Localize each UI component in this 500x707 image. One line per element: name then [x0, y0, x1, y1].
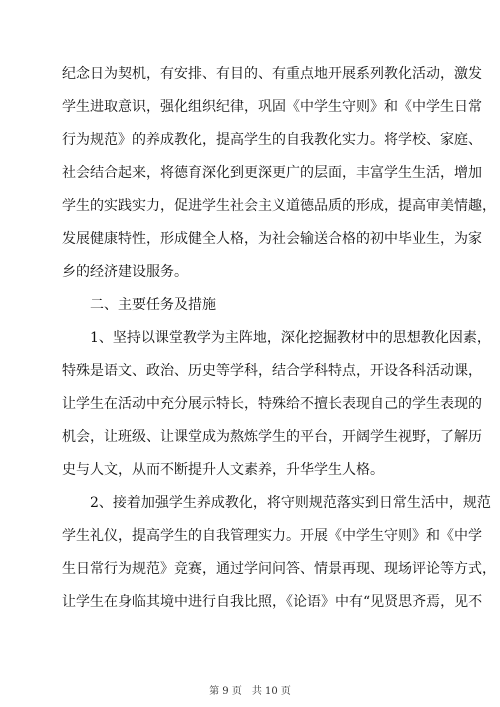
- text-line: 社会结合起来，将德育深化到更深更广的层面，丰富学生生活，增加: [62, 165, 482, 181]
- page-footer: 第 9 页 共 10 页: [209, 686, 291, 697]
- text-line: 学生的实践实力，促进学生社会主义道德品质的形成，提高审美情趣，: [62, 198, 496, 214]
- text-line: 2、接着加强学生养成教化，将守则规范落实到日常生活中，规范: [90, 495, 491, 511]
- text-line: 二、主要任务及措施: [90, 297, 216, 313]
- text-line: 行为规范》的养成教化，提高学生的自我教化实力。将学校、家庭、: [62, 132, 482, 148]
- text-line: 学生进取意识，强化组织纪律，巩固《中学生守则》和《中学生日常: [62, 99, 482, 115]
- text-line: 乡的经济建设服务。: [62, 264, 188, 280]
- text-line: 1、坚持以课堂教学为主阵地，深化挖掘教材中的思想教化因素，: [90, 330, 491, 346]
- text-line: 让学生在活动中充分展示特长，特殊给不擅长表现自己的学生表现的: [62, 396, 482, 412]
- text-line: 机会，让班级、让课堂成为熬炼学生的平台，开阔学生视野，了解历: [62, 429, 482, 445]
- text-line: 纪念日为契机，有安排、有目的、有重点地开展系列教化活动，激发: [62, 66, 482, 82]
- document-body: [62, 58, 496, 619]
- text-line: 学生礼仪，提高学生的自我管理实力。开展《中学生守则》和《中学: [62, 528, 482, 544]
- text-line: 特殊是语文、政治、历史等学科，结合学科特点，开设各科活动课，: [62, 363, 482, 379]
- text-line: 史与人文，从而不断提升人文素养，升华学生人格。: [62, 462, 384, 478]
- text-line: 发展健康特性，形成健全人格，为社会输送合格的初中毕业生，为家: [62, 231, 482, 247]
- text-line: 让学生在身临其境中进行自我比照，《论语》中有“见贤思齐焉，见不: [62, 594, 483, 610]
- text-line: 生日常行为规范》竞赛，通过学问问答、情景再现、现场评论等方式，: [62, 561, 496, 577]
